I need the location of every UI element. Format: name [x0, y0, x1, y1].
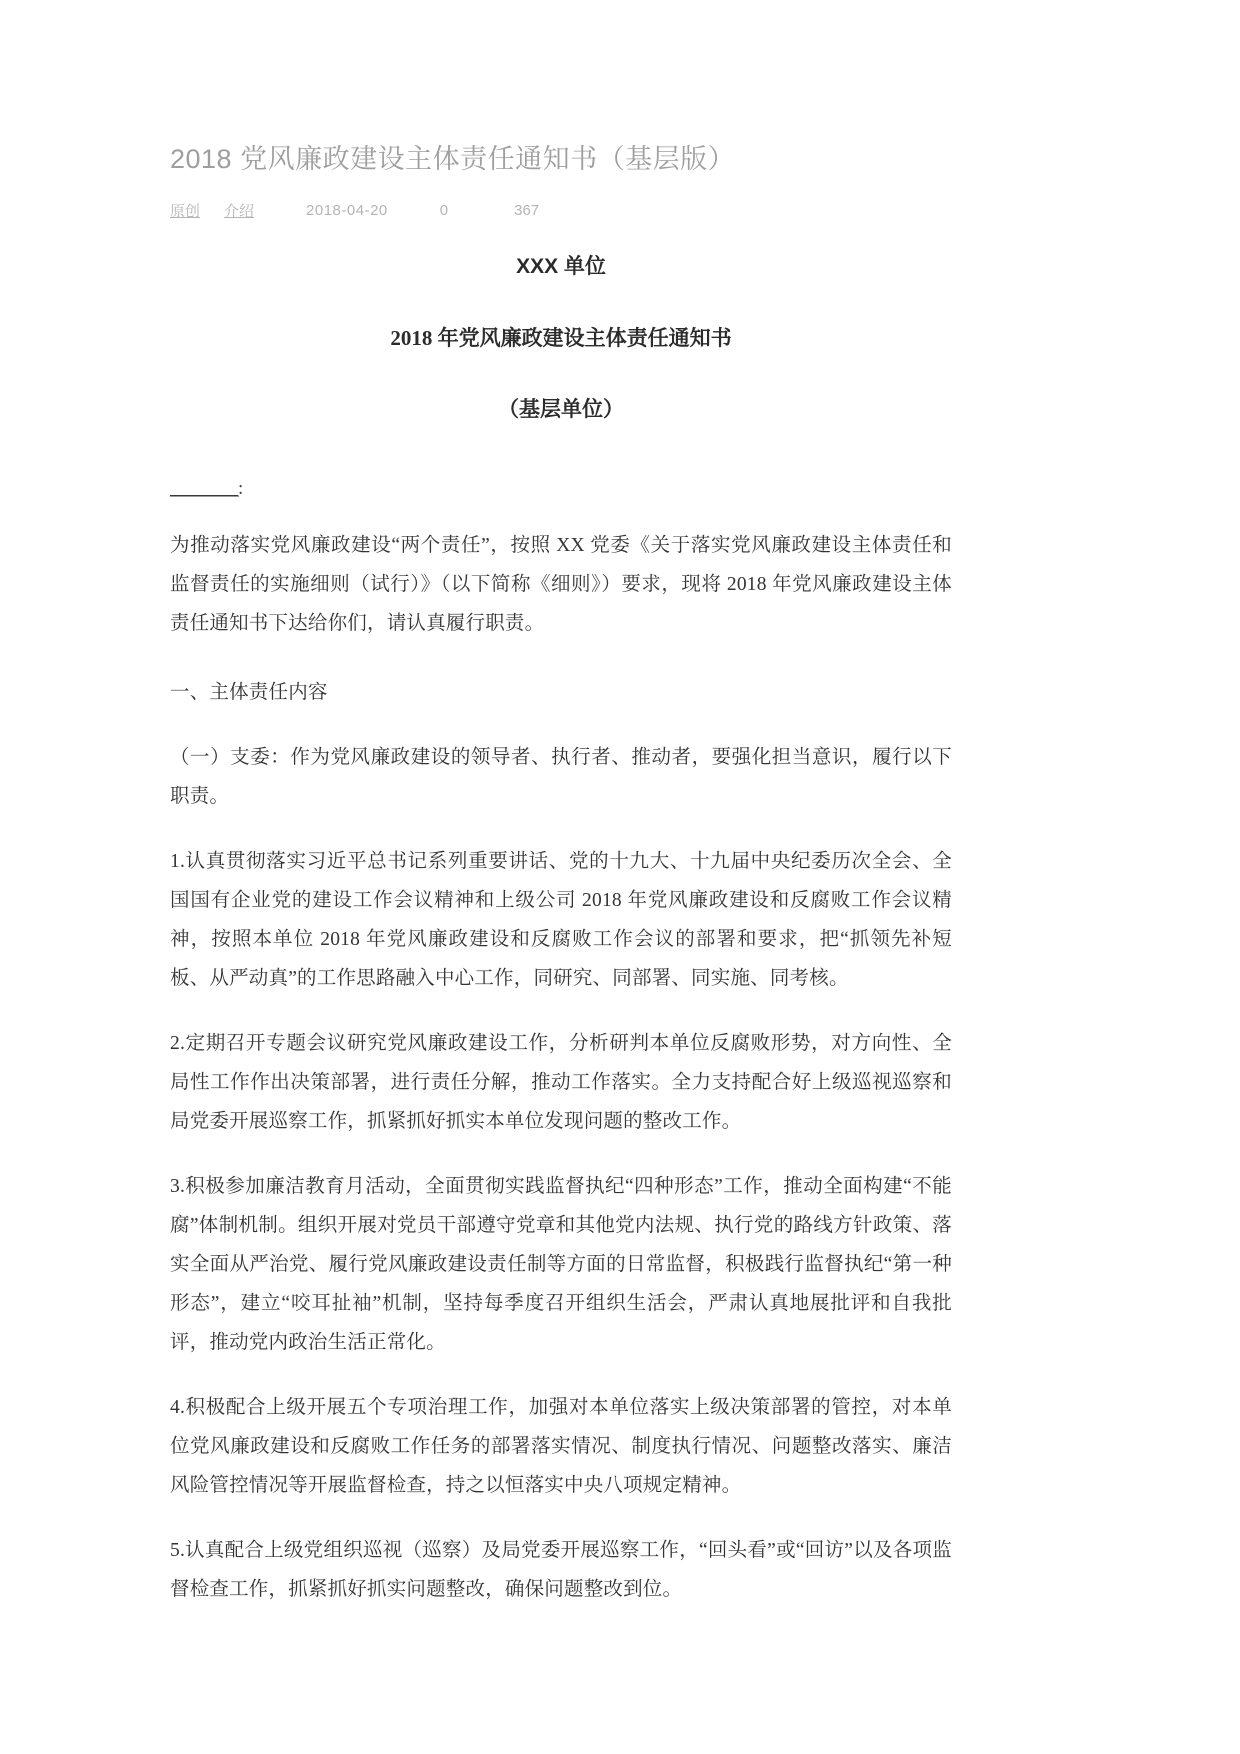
meta-category-link[interactable]: 介绍: [224, 203, 255, 220]
doc-sub-heading: （基层单位）: [498, 397, 624, 421]
meta-comment-count: 0: [439, 202, 449, 219]
salutation-blank: ________: [170, 477, 238, 499]
article-content: [170, 140, 952, 1609]
meta-date: 2018-04-20: [306, 202, 388, 219]
subsection-1-1: （一）支委：作为党风廉政建设的领导者、执行者、推动者，要强化担当意识，履行以下职责。: [170, 746, 952, 807]
doc-unit-heading: XXX 单位: [516, 255, 606, 278]
doc-main-heading: 2018 年党风廉政建设主体责任通知书: [390, 325, 732, 350]
meta-original-link[interactable]: 原创: [170, 203, 201, 220]
meta-view-count: 367: [514, 202, 540, 219]
list-item-5: 5.认真配合上级党组织巡视（巡察）及局党委开展巡察工作，“回头看”或“回访”以及各项监督检查工作，抓紧抓好抓实问题整改，确保问题整改到位。: [170, 1539, 952, 1600]
article-meta: [170, 200, 952, 221]
page-title: 2018 党风廉政建设主体责任通知书（基层版）: [170, 144, 736, 174]
salutation-colon: :: [238, 477, 245, 499]
list-item-4: 4.积极配合上级开展五个专项治理工作，加强对本单位落实上级决策部署的管控，对本单位党风廉政建设和反腐败工作任务的部署落实情况、制度执行情况、问题整改落实、廉洁风险管控情况等开展监督检查，持之以恒落实中央八项规定精神。: [170, 1396, 952, 1496]
list-item-1: 1.认真贯彻落实习近平总书记系列重要讲话、党的十九大、十九届中央纪委历次全会、全国国有企业党的建设工作会议精神和上级公司 2018 年党风廉政建设和反腐败工作会议精神，按照本单位 2018 年党风廉政建设和反腐败工作会议的部署和要求，把“抓领先补短板、从严动真”的工作思路融入中心工作，同研究、同部署、同实施、同考核。: [170, 850, 952, 989]
list-item-2: 2.定期召开专题会议研究党风廉政建设工作，分析研判本单位反腐败形势，对方向性、全局性工作作出决策部署，进行责任分解，推动工作落实。全力支持配合好上级巡视巡察和局党委开展巡察工作，抓紧抓好抓实本单位发现问题的整改工作。: [170, 1032, 952, 1132]
paragraph-intro: 为推动落实党风廉政建设“两个责任”，按照 XX 党委《关于落实党风廉政建设主体责任和监督责任的实施细则（试行）》（以下简称《细则》）要求，现将 2018 年党风廉政建设主体责任通知书下达给你们，请认真履行职责。: [170, 534, 952, 634]
list-item-3: 3.积极参加廉洁教育月活动，全面贯彻实践监督执纪“四种形态”工作，推动全面构建“不能腐”体制机制。组织开展对党员干部遵守党章和其他党内法规、执行党的路线方针政策、落实全面从严治党、履行党风廉政建设责任制等方面的日常监督，积极践行监督执纪“第一种形态”，建立“咬耳扯袖”机制，坚持每季度召开组织生活会，严肃认真地展批评和自我批评，推动党内政治生活正常化。: [170, 1175, 952, 1353]
section-heading-1: 一、主体责任内容: [170, 681, 328, 703]
doc-salutation: [170, 478, 952, 500]
